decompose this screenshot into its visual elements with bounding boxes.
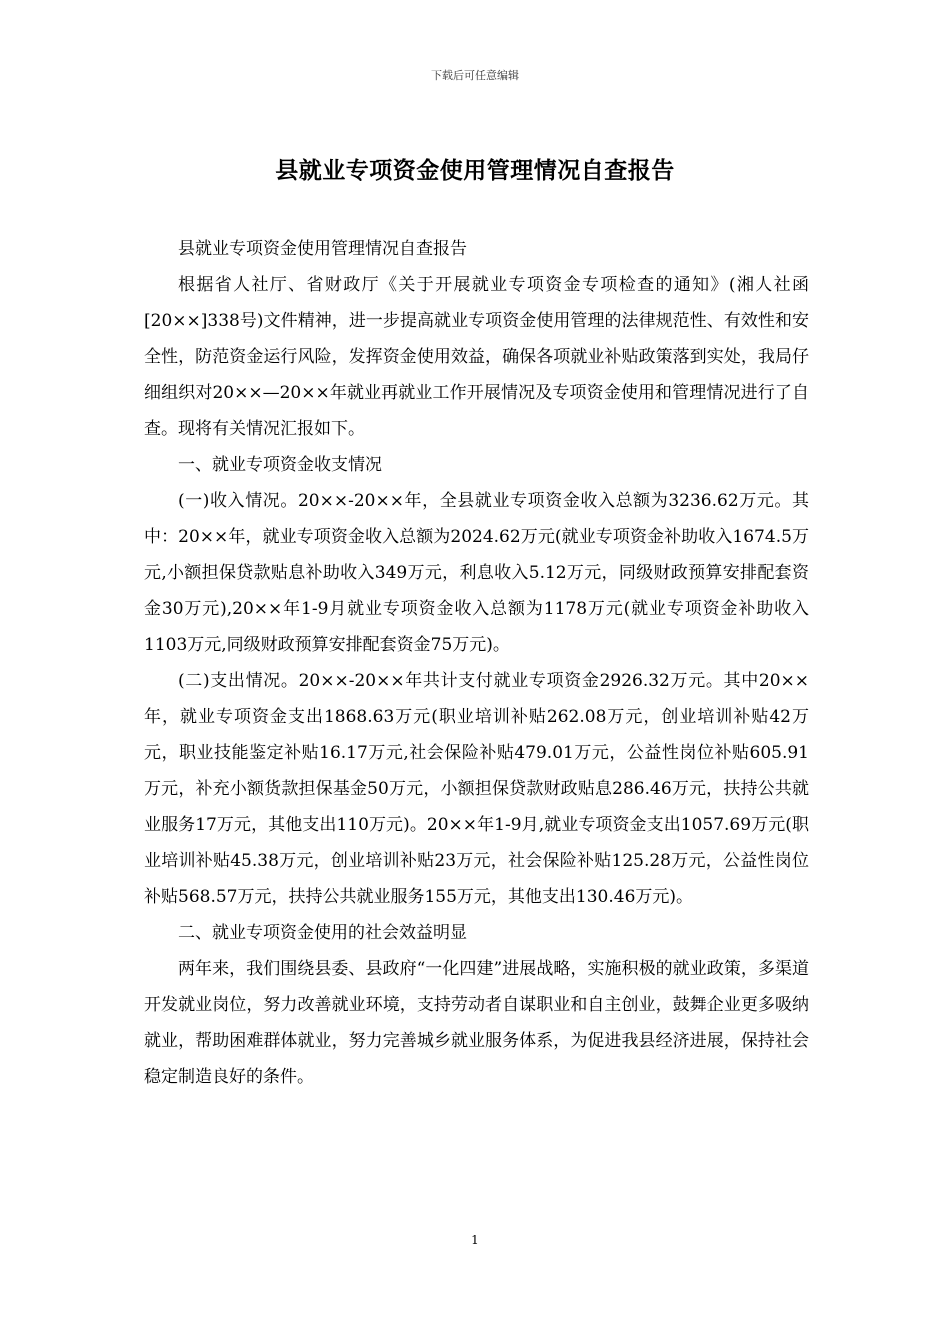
paragraph-benefits: 两年来，我们围绕县委、县政府“一化四建”进展战略，实施积极的就业政策，多渠道开发就业岗位，努力改善就业环境，支持劳动者自谋职业和自主创业，鼓舞企业更多吸纳就业，帮助困难群体就业，努力完善城乡就业服务体系，为促进我县经济进展，保持社会稳定制造良好的条件。 — [144, 959, 809, 1087]
header-note: 下载后可任意编辑 — [431, 69, 519, 82]
section-heading-2: 二、就业专项资金使用的社会效益明显 — [178, 923, 467, 943]
document-body — [144, 231, 809, 1095]
document-title: 县就业专项资金使用管理情况自查报告 — [275, 158, 675, 184]
paragraph-income: (一)收入情况。20××-20××年，全县就业专项资金收入总额为3236.62万元。其中：20××年，就业专项资金收入总额为2024.62万元(就业专项资金补助收入1674.5万元,小额担保贷款贴息补助收入349万元，利息收入5.12万元，同级财政预算安排配套资金30万元),20××年1-9月就业专项资金收入总额为1178万元(就业专项资金补助收入1103万元,同级财政预算安排配套资金75万元)。 — [144, 491, 809, 655]
section-heading-1: 一、就业专项资金收支情况 — [178, 455, 382, 475]
paragraph-expenditure: (二)支出情况。20××-20××年共计支付就业专项资金2926.32万元。其中20××年，就业专项资金支出1868.63万元(职业培训补贴262.08万元，创业培训补贴42万元，职业技能鉴定补贴16.17万元,社会保险补贴479.01万元，公益性岗位补贴605.91万元，补充小额货款担保基金50万元，小额担保贷款财政贴息286.46万元，扶持公共就业服务17万元，其他支出110万元)。20××年1-9月,就业专项资金支出1057.69万元(职业培训补贴45.38万元，创业培训补贴23万元，社会保险补贴125.28万元，公益性岗位补贴568.57万元，扶持公共就业服务155万元，其他支出130.46万元)。 — [144, 671, 809, 907]
page-number: 1 — [471, 1233, 479, 1247]
paragraph-intro: 根据省人社厅、省财政厅《关于开展就业专项资金专项检查的通知》(湘人社函[20××]338号)文件精神，进一步提高就业专项资金使用管理的法律规范性、有效性和安全性，防范资金运行风险，发挥资金使用效益，确保各项就业补贴政策落到实处，我局仔细组织对20××—20××年就业再就业工作开展情况及专项资金使用和管理情况进行了自查。现将有关情况汇报如下。 — [144, 275, 809, 439]
paragraph-subtitle: 县就业专项资金使用管理情况自查报告 — [178, 239, 467, 259]
